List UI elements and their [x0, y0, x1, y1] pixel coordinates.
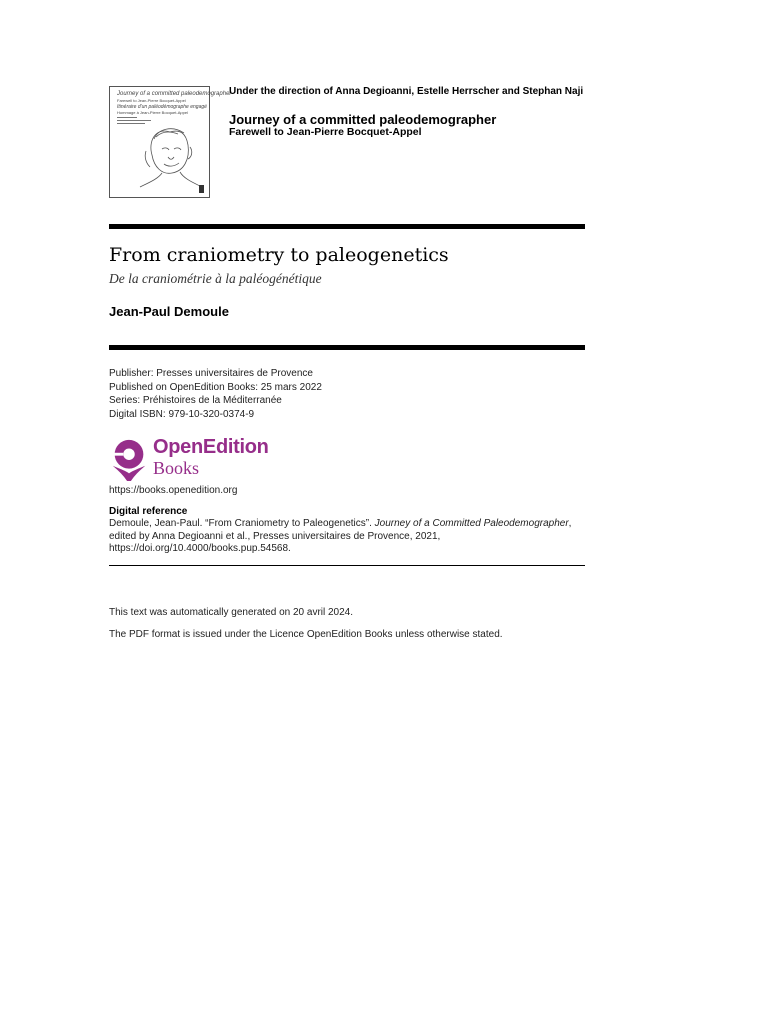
published-date-line: Published on OpenEdition Books: 25 mars 2022 [109, 381, 322, 393]
divider-thick [109, 224, 585, 229]
book-cover-thumbnail [109, 86, 232, 198]
cover-alt-title: Itinéraire d'un paléodémographe engagé [117, 104, 207, 110]
cover-subtitle: Farewell to Jean-Pierre Bocquet-Appel [117, 98, 186, 103]
openedition-logo-icon [109, 437, 149, 481]
reference-book-title: Journey of a Committed Paleodemographer [374, 518, 569, 529]
editors-direction: Under the direction of Anna Degioanni, Estelle Herrscher and Stephan Naji [229, 86, 584, 97]
portrait-sketch-illustration [110, 87, 211, 199]
publisher-line: Publisher: Presses universitaires de Provence [109, 368, 313, 379]
logo-wordmark-books: Books [153, 458, 200, 478]
logo-wordmark-openedition: OpenEdition [153, 436, 269, 458]
reference-part-2: , edited by Anna Degioanni et al., Presses universitaires de Provence, 2021, https://doi.org/10.4000/books.pup.54568. [109, 518, 572, 554]
isbn-line: Digital ISBN: 979-10-320-0374-9 [109, 408, 255, 420]
cover-title: Journey of a committed paleodemographer [117, 91, 232, 97]
publication-metadata [109, 367, 322, 421]
openedition-url-link[interactable]: https://books.openedition.org [109, 485, 238, 496]
digital-reference-text [109, 518, 581, 556]
chapter-author: Jean-Paul Demoule [109, 304, 229, 319]
book-title: Journey of a committed paleodemographer [229, 112, 497, 127]
reference-part-1: Demoule, Jean-Paul. “From Craniometry to Paleogenetics”. [109, 518, 375, 529]
divider-thin [109, 565, 585, 566]
divider-thick [109, 345, 585, 350]
cover-alt-subtitle: Hommage à Jean-Pierre Bocquet-Appel [117, 110, 188, 115]
chapter-title: From craniometry to paleogenetics [109, 244, 449, 266]
digital-reference-heading: Digital reference [109, 506, 188, 517]
series-line: Series: Préhistoires de la Méditerranée [109, 395, 282, 406]
chapter-subtitle: De la craniométrie à la paléogénétique [109, 271, 322, 286]
generated-notice: This text was automatically generated on 20 avril 2024. [109, 607, 354, 618]
book-subtitle: Farewell to Jean-Pierre Bocquet-Appel [229, 126, 422, 138]
licence-notice: The PDF format is issued under the Licence OpenEdition Books unless otherwise stated. [109, 629, 503, 640]
